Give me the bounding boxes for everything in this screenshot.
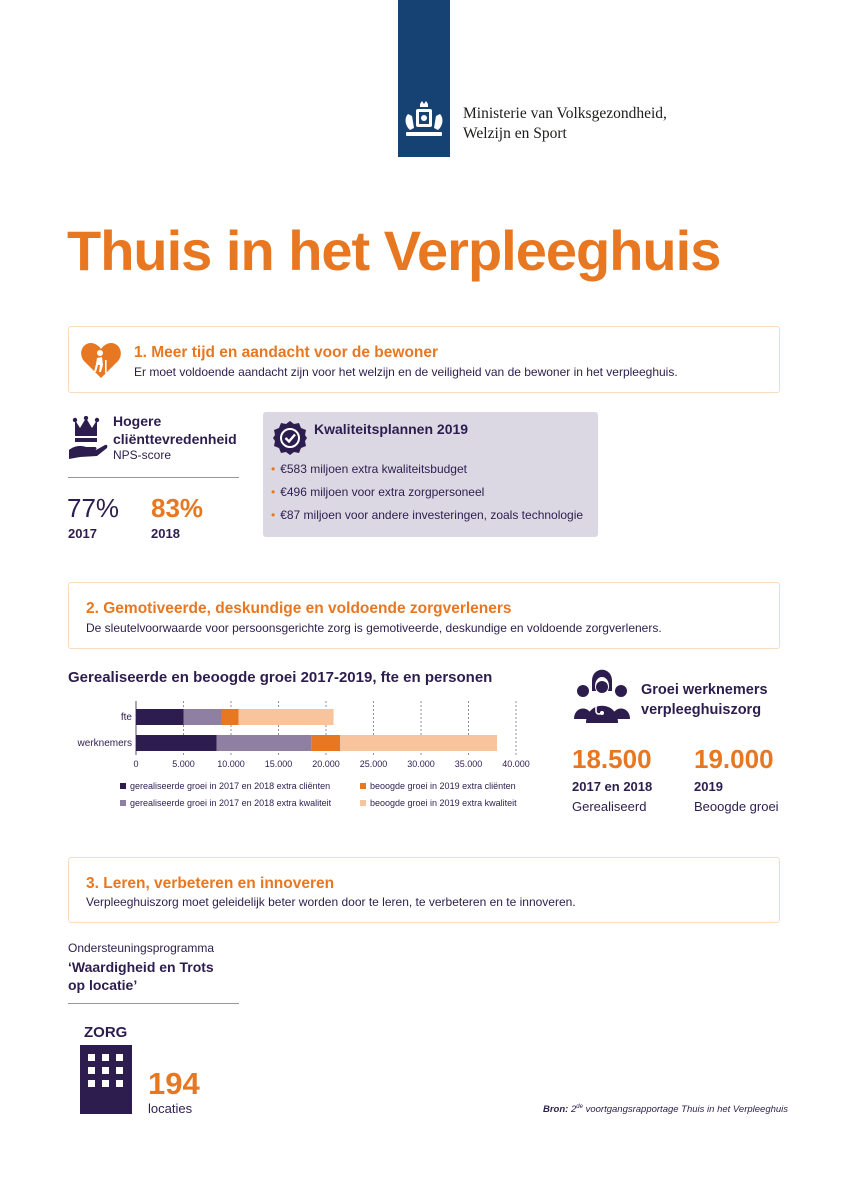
chart-tick-label: 15.000 xyxy=(264,759,293,769)
chart-bar-segment xyxy=(136,735,217,751)
program-title xyxy=(68,958,214,994)
nps-2017-year: 2017 xyxy=(68,526,97,541)
growth-label-target: 2019 xyxy=(694,779,723,794)
chart-title: Gerealiseerde en beoogde groei 2017-2019, fte en personen xyxy=(68,669,493,686)
section-3-box xyxy=(68,857,780,923)
growth-sub-target: Beoogde groei xyxy=(694,799,779,814)
satisfaction-title-line2: cliënttevredenheid xyxy=(113,431,237,447)
list-item: • €583 miljoen extra kwaliteitsbudget xyxy=(271,462,583,485)
section-1-text: Er moet voldoende aandacht zijn voor het welzijn en de veiligheid van de bewoner in het verpleeghuis. xyxy=(134,365,678,379)
crown-hand-icon xyxy=(68,416,108,460)
page-title: Thuis in het Verpleeghuis xyxy=(67,219,721,282)
chart-legend-swatch xyxy=(360,783,366,789)
nps-2017-value: 77% xyxy=(67,493,120,523)
section-2-text: De sleutelvoorwaarde voor persoonsgerichte zorg is gemotiveerde, deskundige en voldoende zorgverleners. xyxy=(86,621,662,635)
source-superscript: de xyxy=(576,1104,583,1110)
chart-tick-label: 5.000 xyxy=(172,759,195,769)
chart-legend-swatch xyxy=(360,800,366,806)
source-note xyxy=(543,1104,788,1115)
chart-bar-segment xyxy=(217,735,312,751)
chart-bar-segment xyxy=(222,709,239,725)
ministry-name-line1: Ministerie van Volksgezondheid, xyxy=(463,105,667,122)
growth-title xyxy=(641,680,768,720)
satisfaction-title-line1: Hogere xyxy=(113,413,162,429)
growth-title-line1: Groei werknemers xyxy=(641,682,768,698)
growth-value-realized: 18.500 xyxy=(572,744,652,774)
chart-legend-label: beoogde groei in 2019 extra kwaliteit xyxy=(370,798,517,808)
chart-bar-segment xyxy=(239,709,334,725)
program-label: Ondersteuningsprogramma xyxy=(68,941,215,955)
chart-tick-label: 0 xyxy=(133,759,139,769)
quality-badge-icon xyxy=(273,421,307,455)
satisfaction-subtitle: NPS-score xyxy=(113,448,172,462)
section-2-heading: 2. Gemotiveerde, deskundige en voldoende zorgverleners xyxy=(86,600,512,617)
chart-category-label: werknemers xyxy=(77,738,132,749)
program-title-line1: ‘Waardigheid en Trots xyxy=(68,959,214,975)
chart-legend-label: gerealiseerde groei in 2017 en 2018 extra kwaliteit xyxy=(130,798,332,808)
quality-plans-title: Kwaliteitsplannen 2019 xyxy=(314,421,469,437)
growth-label-realized: 2017 en 2018 xyxy=(572,779,653,794)
nps-2018-value: 83% xyxy=(151,493,204,523)
chart-tick-label: 40.000 xyxy=(502,759,530,769)
section-3-text: Verpleeghuiszorg moet geleidelijk beter worden door te leren, te verbeteren en te innoveren. xyxy=(86,895,576,909)
chart-category-label: fte xyxy=(120,712,132,723)
satisfaction-title xyxy=(113,412,237,448)
divider xyxy=(68,477,239,478)
source-label: Bron: xyxy=(543,1104,569,1116)
growth-bar-chart xyxy=(60,695,550,820)
section-2-box xyxy=(68,582,780,649)
list-item: • €496 miljoen voor extra zorgpersoneel xyxy=(271,485,583,508)
chart-legend-label: gerealiseerde groei in 2017 en 2018 extra cliënten xyxy=(130,781,331,791)
chart-tick-label: 20.000 xyxy=(312,759,340,769)
building-label: ZORG xyxy=(84,1024,128,1041)
building-icon xyxy=(80,1045,132,1114)
program-title-line2: op locatie’ xyxy=(68,977,138,993)
source-text: voortgangsrapportage Thuis in het Verpleeghuis xyxy=(582,1104,789,1116)
ministry-logo-bar xyxy=(398,0,450,157)
chart-bar-segment xyxy=(312,735,341,751)
location-count-label: locaties xyxy=(148,1101,193,1116)
section-3-heading: 3. Leren, verbeteren en innoveren xyxy=(86,875,335,892)
divider xyxy=(68,1003,239,1004)
ministry-name xyxy=(463,104,667,144)
heart-elderly-icon xyxy=(80,341,122,379)
coat-of-arms-icon xyxy=(402,100,446,146)
chart-tick-label: 35.000 xyxy=(454,759,483,769)
chart-legend-swatch xyxy=(120,783,126,789)
nurses-icon xyxy=(572,669,632,723)
chart-tick-label: 10.000 xyxy=(217,759,245,769)
chart-bar-segment xyxy=(136,709,184,725)
section-1-box xyxy=(68,326,780,393)
chart-bar-segment xyxy=(340,735,497,751)
location-count: 194 xyxy=(148,1066,200,1101)
chart-legend-swatch xyxy=(120,800,126,806)
source-ordinal: 2 xyxy=(570,1104,577,1116)
growth-title-line2: verpleeghuiszorg xyxy=(641,702,762,718)
chart-tick-label: 30.000 xyxy=(407,759,435,769)
quality-plans-list xyxy=(271,462,583,531)
section-1-heading: 1. Meer tijd en aandacht voor de bewoner xyxy=(134,344,439,361)
chart-legend-label: beoogde groei in 2019 extra cliënten xyxy=(370,781,516,791)
growth-value-target: 19.000 xyxy=(694,744,774,774)
chart-tick-label: 25.000 xyxy=(359,759,388,769)
quality-plans-panel xyxy=(263,412,598,537)
nps-2018-year: 2018 xyxy=(151,526,180,541)
chart-bar-segment xyxy=(184,709,222,725)
list-item: • €87 miljoen voor andere investeringen, zoals technologie xyxy=(271,508,583,531)
ministry-name-line2: Welzijn en Sport xyxy=(463,125,567,142)
growth-sub-realized: Gerealiseerd xyxy=(572,799,647,814)
